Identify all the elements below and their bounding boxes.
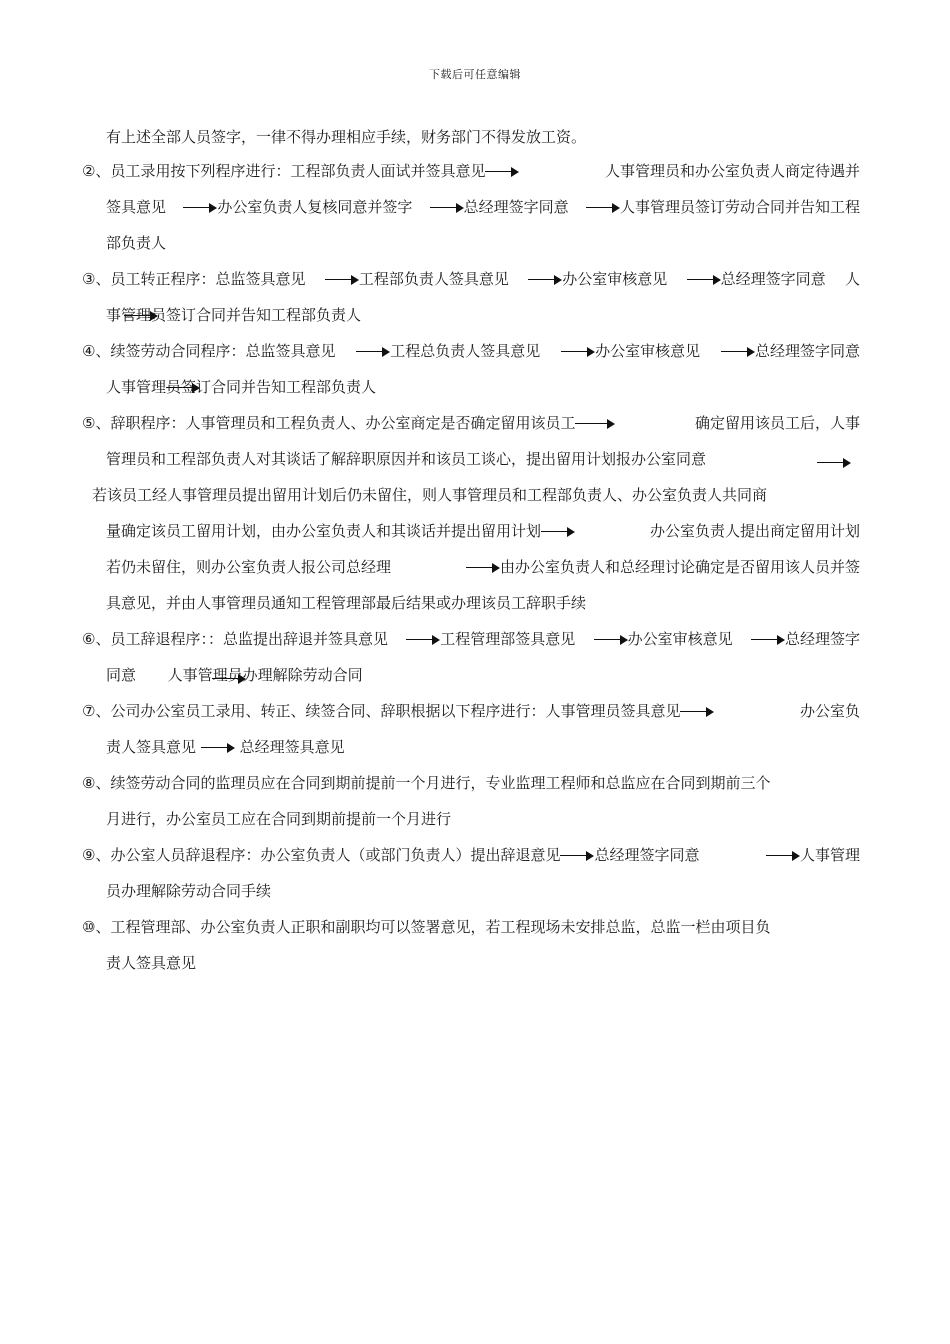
item-number: ⑥: [82, 630, 96, 648]
arrow-icon: [528, 275, 562, 285]
arrow-icon: [406, 635, 440, 645]
line-text: 、办公室人员辞退程序：办公室负责人（或部门负责人）提出辞退意见: [95, 846, 561, 864]
arrow-icon: [212, 674, 246, 684]
line-text: 工程总负责人签具意见: [390, 342, 541, 360]
page-header: 下载后可任意编辑: [429, 68, 521, 81]
line-text: 办公室审核意见: [627, 630, 733, 648]
line-text: 由办公室负责人和总经理讨论确定是否留用该人员并签: [499, 558, 860, 576]
arrow-icon: [586, 203, 620, 213]
paragraph-line: [82, 448, 860, 484]
line-text: 同意: [106, 666, 137, 684]
line-text: 、辞职程序：人事管理员和工程负责人、办公室商定是否确定留用该员工: [95, 414, 576, 432]
arrow-icon: [575, 419, 615, 429]
paragraph-line: [82, 520, 860, 556]
paragraph-line: [82, 952, 860, 988]
paragraph-line: [82, 232, 860, 268]
paragraph-line: [82, 196, 860, 232]
line-text: 、续签劳动合同的监理员应在合同到期前提前一个月进行，专业监理工程师和总监应在合同到期前三个: [95, 774, 771, 792]
arrow-icon: [485, 167, 519, 177]
paragraph-line: [82, 340, 860, 376]
paragraph-line: [82, 592, 860, 628]
arrow-icon: [166, 383, 200, 393]
line-text: 总经理签字同意: [754, 342, 860, 360]
paragraph-line: [82, 880, 860, 916]
arrow-icon: [356, 347, 390, 357]
arrow-icon: [561, 347, 595, 357]
line-text: 、员工转正程序：总监签具意见: [95, 270, 306, 288]
line-text: 若仍未留住，则办公室负责人报公司总经理: [106, 558, 392, 576]
paragraph-line: [82, 126, 860, 160]
item-number: ④: [82, 342, 96, 360]
line-text: 办公室审核意见: [595, 342, 701, 360]
arrow-icon: [594, 635, 628, 645]
line-text: 量确定该员工留用计划，由办公室负责人和其谈话并提出留用计划: [106, 522, 542, 540]
paragraph-line: [82, 556, 860, 592]
item-number: ③: [82, 270, 96, 288]
item-number: ⑩: [82, 918, 96, 936]
line-text: 总经理签字同意: [594, 846, 700, 864]
arrow-icon: [183, 203, 217, 213]
line-text: 有上述全部人员签字，一律不得办理相应手续，财务部门不得发放工资。: [106, 128, 587, 146]
line-text: 工程部负责人签具意见: [358, 270, 509, 288]
paragraph-line: [82, 268, 860, 304]
line-text: 工程管理部签具意见: [440, 630, 576, 648]
item-number: ⑧: [82, 774, 96, 792]
arrow-icon: [687, 275, 721, 285]
line-text: 具意见，并由人事管理员通知工程管理部最后结果或办理该员工辞职手续: [106, 594, 587, 612]
line-text: 总经理签具意见: [239, 738, 345, 756]
item-number: ⑦: [82, 702, 96, 720]
arrow-icon: [541, 527, 575, 537]
paragraph-line: [82, 916, 860, 952]
arrow-icon: [466, 563, 500, 573]
line-text: 签具意见: [106, 198, 167, 216]
item-number: ②: [82, 162, 96, 180]
arrow-icon: [721, 347, 755, 357]
line-text: 办公室负: [799, 702, 860, 720]
line-text: 责人签具意见: [106, 954, 197, 972]
line-text: 、员工辞退程序：：总监提出辞退并签具意见: [95, 630, 388, 648]
line-text: 、续签劳动合同程序：总监签具意见: [95, 342, 336, 360]
line-text: 、员工录用按下列程序进行：工程部负责人面试并签具意见: [95, 162, 486, 180]
item-number: ⑤: [82, 414, 96, 432]
arrow-icon: [430, 203, 464, 213]
paragraph-line: [82, 772, 860, 808]
paragraph-line: [82, 628, 860, 664]
paragraph-line: [82, 736, 860, 772]
line-text: 、公司办公室员工录用、转正、续签合同、辞职根据以下程序进行：人事管理员签具意见: [95, 702, 681, 720]
arrow-icon: [560, 851, 594, 861]
arrow-icon: [124, 311, 158, 321]
line-text: 人事管理员签订合同并告知工程部负责人: [106, 378, 377, 396]
line-text: 责人签具意见: [106, 738, 197, 756]
paragraph-line: [82, 376, 860, 412]
paragraph-line: [82, 304, 860, 340]
line-text: 总经理签字同意: [463, 198, 569, 216]
line-text: 部负责人: [106, 234, 167, 252]
line-text: 人事管理: [799, 846, 860, 864]
line-text: 人事管理员签订劳动合同并告知工程: [619, 198, 860, 216]
arrow-icon: [766, 851, 800, 861]
arrow-icon: [325, 275, 359, 285]
line-text: 总经理签字: [784, 630, 860, 648]
paragraph-line: [82, 484, 860, 520]
arrow-icon: [680, 707, 714, 717]
line-text: 管理员和工程部负责人对其谈话了解辞职原因并和该员工谈心，提出留用计划报办公室同意: [106, 450, 707, 468]
item-number: ⑨: [82, 846, 96, 864]
paragraph-line: [82, 160, 860, 196]
paragraph-line: [82, 808, 860, 844]
arrow-icon: [201, 743, 235, 753]
line-text: 办公室负责人提出商定留用计划: [649, 522, 860, 540]
line-text: 员办理解除劳动合同手续: [106, 882, 272, 900]
arrow-icon: [751, 635, 785, 645]
line-text: 办公室审核意见: [562, 270, 668, 288]
paragraph-line: [82, 700, 860, 736]
line-text: 总经理签字同意: [720, 270, 826, 288]
paragraph-line: [82, 664, 860, 700]
arrow-icon: [817, 458, 851, 468]
line-text: 确定留用该员工后，人事: [694, 414, 860, 432]
line-text: 人事管理员办理解除劳动合同: [167, 666, 363, 684]
line-text: 若该员工经人事管理员提出留用计划后仍未留住，则人事管理员和工程部负责人、办公室负责人共同商: [92, 486, 768, 504]
paragraph-line: [82, 412, 860, 448]
paragraph-line: [82, 844, 860, 880]
line-text: 人: [844, 270, 860, 288]
line-text: 月进行，办公室员工应在合同到期前提前一个月进行: [106, 810, 452, 828]
line-text: 人事管理员和办公室负责人商定待遇并: [604, 162, 860, 180]
line-text: 、工程管理部、办公室负责人正职和副职均可以签署意见，若工程现场未安排总监，总监一栏由项目负: [95, 918, 771, 936]
line-text: 事管理员签订合同并告知工程部负责人: [106, 306, 362, 324]
line-text: 办公室负责人复核同意并签字: [217, 198, 413, 216]
document-body: [82, 126, 860, 988]
